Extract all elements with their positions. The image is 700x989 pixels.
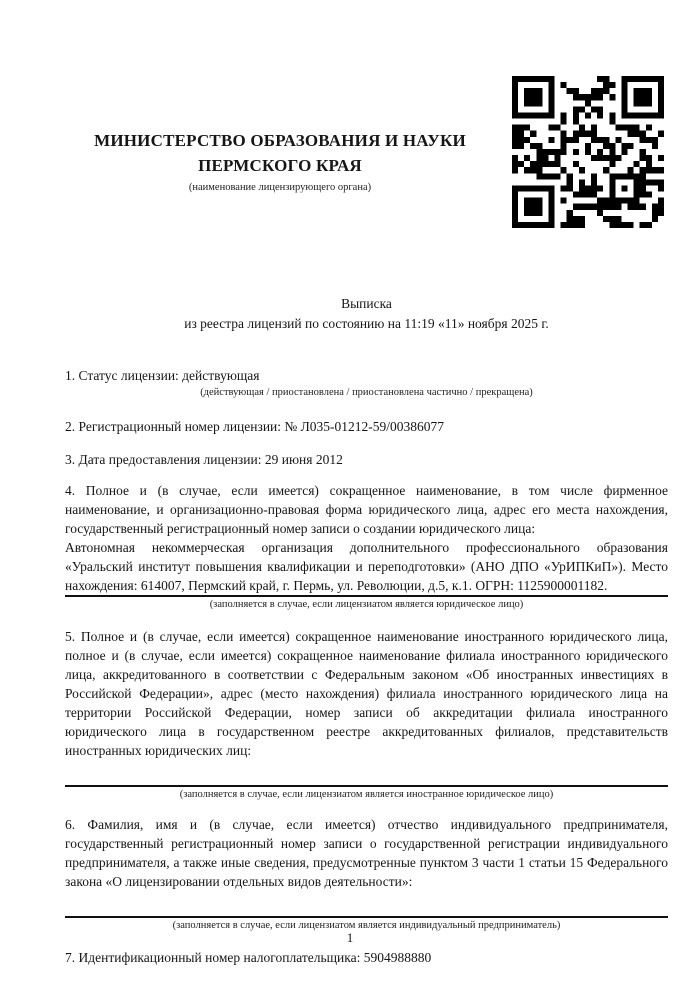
item-license-status (65, 366, 668, 400)
foreign-entity-blank-field (65, 760, 668, 787)
item-registration-number: 2. Регистрационный номер лицензии: № Л035-01212-59/00386077 (65, 419, 445, 434)
foreign-entity-prompt: 5. Полное и (в случае, если имеется) сокращенное наименование иностранного юридического лица, полное и (в случае, если имеется) сокращенное наименование филиала иностранного юридического лица, аккредитованного в соответствии с Федеральным законом «Об иностранных инвестициях в Российской Федерации», адрес (место нахождения) филиала иностранного юридического лица на территории Российской Федерации, номер записи об аккредитации филиала иностранного юридического лица в государственном реестре аккредитованных филиалов, представительств иностранных юридических лиц: (65, 629, 668, 758)
item-individual-entrepreneur (65, 815, 668, 933)
item-legal-entity (65, 481, 668, 612)
ministry-name-line1: МИНИСТЕРСТВО ОБРАЗОВАНИЯ И НАУКИ (94, 131, 466, 150)
individual-caption: (заполняется в случае, если лицензиатом является индивидуальный предприниматель) (172, 920, 561, 931)
license-status-caption: (действующая / приостановлена / приостановлена частично / прекращена) (200, 387, 533, 398)
document-title (65, 294, 668, 334)
title-line1: Выписка (341, 296, 392, 311)
page-number: 1 (346, 930, 354, 945)
legal-entity-field (65, 481, 668, 597)
document-header (65, 76, 668, 228)
item-taxpayer-id: 7. Идентификационный номер налогоплательщика: 5904988880 (65, 950, 432, 965)
foreign-entity-caption: (заполняется в случае, если лицензиатом является иностранное юридическое лицо) (179, 789, 554, 800)
legal-entity-caption: (заполняется в случае, если лицензиатом является юридическое лицо) (209, 599, 524, 610)
qr-code-icon (512, 76, 664, 228)
item-grant-date: 3. Дата предоставления лицензии: 29 июня 2012 (65, 452, 343, 467)
licensing-authority-caption: (наименование лицензирующего органа) (188, 182, 372, 193)
title-line2: из реестра лицензий по состоянию на 11:19 «11» ноября 2025 г. (184, 316, 549, 331)
legal-entity-value: Автономная некоммерческая организация дополнительного профессионального образования «Уральский институт повышения квалификации и переподготовки» (АНО ДПО «УрИПКиП»). Место нахождения: 614007, Пермский край, г. Пермь, ул. Революции, д.5, к.1. ОГРН: 1125900001182. (65, 540, 668, 593)
licensing-authority-block (65, 76, 495, 195)
individual-prompt: 6. Фамилия, имя и (в случае, если имеется) отчество индивидуального предпринимателя, государственный регистрационный номер записи о государственной регистрации индивидуального предпринимателя, а также иные сведения, предусмотренные пунктом 3 части 1 статьи 15 Федерального закона «О лицензировании отдельных видов деятельности»: (65, 817, 668, 889)
item-foreign-entity (65, 627, 668, 802)
legal-entity-prompt: 4. Полное и (в случае, если имеется) сокращенное наименование, в том числе фирменное наименование, и организационно-правовая форма юридического лица, адрес его места нахождения, государственный регистрационный номер записи о создании юридического лица: (65, 483, 668, 536)
license-status-value: 1. Статус лицензии: действующая (65, 368, 260, 383)
ministry-name-line2: ПЕРМСКОГО КРАЯ (198, 156, 362, 175)
individual-blank-field (65, 891, 668, 918)
